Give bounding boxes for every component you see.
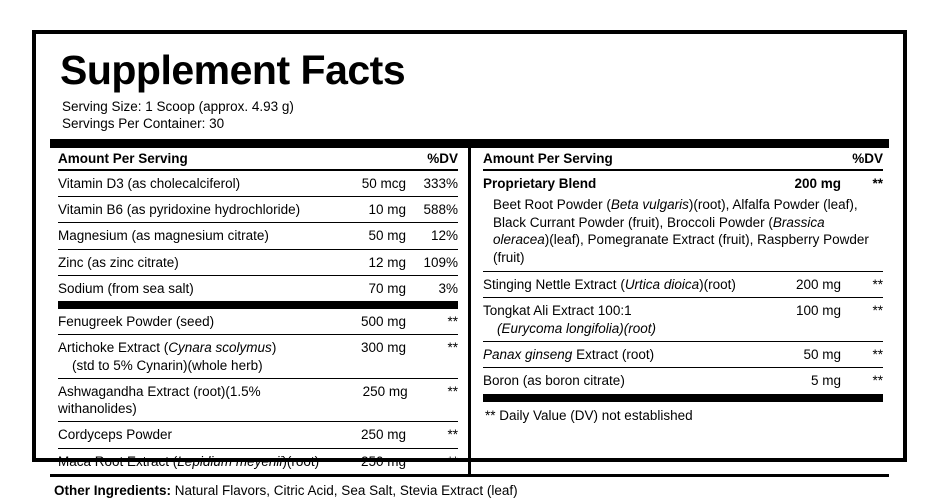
dv-footnote: ** Daily Value (DV) not established [485, 407, 693, 423]
right-column [471, 148, 889, 474]
table-row [58, 449, 458, 474]
ingredient-dv: ** [447, 383, 458, 399]
other-ingredients-text: Natural Flavors, Citric Acid, Sea Salt, Stevia Extract (leaf) [171, 482, 518, 498]
serving-info [62, 99, 889, 133]
nutrient-dv: 333% [423, 175, 458, 191]
left-column [50, 148, 471, 474]
blend-ingredients: Beet Root Powder (Beta vulgaris)(root), Alfalfa Powder (leaf), Black Currant Powder (fruit), Broccoli Powder (Brassica oleracea)(leaf), Pomegranate Extract (fruit), Raspberry Powder (fruit) [483, 196, 883, 272]
page-title: Supplement Facts [60, 47, 406, 93]
nutrient-name: Sodium (from sea salt) [58, 280, 194, 296]
other-ingredients [50, 477, 889, 499]
table-row [483, 368, 883, 393]
ingredient-amount: 200 mg [795, 277, 841, 293]
table-row [58, 197, 458, 223]
header-dv: %DV [427, 150, 458, 166]
nutrient-name: Zinc (as zinc citrate) [58, 254, 179, 270]
ingredient-name: Fenugreek Powder (seed) [58, 314, 215, 330]
ingredient-name: Artichoke Extract (Cynara scolymus) (std to 5% Cynarin)(whole herb) [58, 340, 277, 373]
table-row [483, 298, 883, 342]
top-divider [50, 139, 889, 148]
blend-name: Proprietary Blend [483, 175, 597, 191]
ingredient-dv: ** [872, 373, 883, 389]
header-amount-per-serving: Amount Per Serving [483, 150, 613, 166]
ingredient-dv: ** [447, 453, 458, 469]
nutrient-dv: 12% [430, 228, 458, 244]
ingredient-amount: 250 mg [362, 383, 408, 399]
footnote-divider [483, 394, 883, 402]
ingredient-name: Panax ginseng Extract (root) [483, 347, 655, 362]
ingredient-amount: 250 mg [360, 453, 406, 469]
ingredient-name: Cordyceps Powder [58, 427, 173, 443]
nutrient-dv: 3% [438, 280, 458, 296]
table-row [58, 309, 458, 335]
ingredient-amount: 500 mg [360, 314, 406, 330]
ingredient-amount: 250 mg [360, 427, 406, 443]
nutrient-name: Magnesium (as magnesium citrate) [58, 228, 269, 244]
other-ingredients-label: Other Ingredients: [54, 482, 172, 498]
ingredient-amount: 5 mg [810, 373, 841, 389]
table-row [483, 272, 883, 298]
nutrient-dv: 588% [423, 202, 458, 218]
ingredient-name: Boron (as boron citrate) [483, 373, 625, 389]
ingredient-name: Maca Root Extract (Lepidium meyenii)(root) [58, 453, 320, 469]
nutrient-amount: 50 mg [368, 228, 406, 244]
header-amount-spacer [761, 151, 831, 166]
header-amount-per-serving: Amount Per Serving [58, 150, 188, 166]
header-amount-spacer [336, 151, 406, 166]
table-row [58, 223, 458, 249]
table-row [58, 379, 458, 423]
table-row [58, 422, 458, 448]
other-ingredients-section [50, 474, 889, 499]
botanical-rows [58, 309, 458, 474]
ingredient-dv: ** [872, 303, 883, 319]
ingredient-dv: ** [872, 277, 883, 293]
ingredient-dv: ** [447, 340, 458, 356]
facts-columns [50, 148, 889, 474]
nutrient-name: Vitamin B6 (as pyridoxine hydrochloride) [58, 202, 301, 218]
header-dv: %DV [852, 150, 883, 166]
vitamin-rows [58, 171, 458, 301]
table-row [58, 276, 458, 301]
left-column-header [58, 148, 458, 171]
serving-size: Serving Size: 1 Scoop (approx. 4.93 g) [62, 99, 294, 114]
servings-per-container: Servings Per Container: 30 [62, 115, 225, 131]
blend-dv: ** [872, 175, 883, 191]
ingredient-dv: ** [447, 427, 458, 443]
table-row [58, 250, 458, 276]
nutrient-dv: 109% [423, 254, 458, 270]
nutrient-amount: 70 mg [368, 280, 406, 296]
nutrient-amount: 12 mg [368, 254, 406, 270]
ingredient-amount: 50 mg [803, 347, 841, 362]
ingredient-name: Ashwagandha Extract (root)(1.5% withanolides) [58, 383, 261, 417]
ingredient-name: Stinging Nettle Extract (Urtica dioica)(root) [483, 277, 736, 293]
nutrient-name: Vitamin D3 (as cholecalciferol) [58, 175, 241, 191]
table-row [58, 335, 458, 379]
table-row [483, 342, 883, 368]
ingredient-dv: ** [872, 347, 883, 362]
supplement-facts-panel [32, 30, 907, 498]
proprietary-blend-row [483, 171, 883, 196]
section-divider [58, 301, 458, 309]
right-column-header [483, 148, 883, 171]
ingredient-amount: 300 mg [360, 340, 406, 356]
ingredient-name: Tongkat Ali Extract 100:1 (Eurycoma longifolia)(root) [483, 303, 657, 336]
nutrient-amount: 10 mg [368, 202, 406, 218]
nutrient-amount: 50 mcg [361, 175, 406, 191]
table-row [58, 171, 458, 197]
ingredient-amount: 100 mg [795, 303, 841, 319]
ingredient-dv: ** [447, 314, 458, 330]
blend-amount: 200 mg [794, 175, 841, 191]
